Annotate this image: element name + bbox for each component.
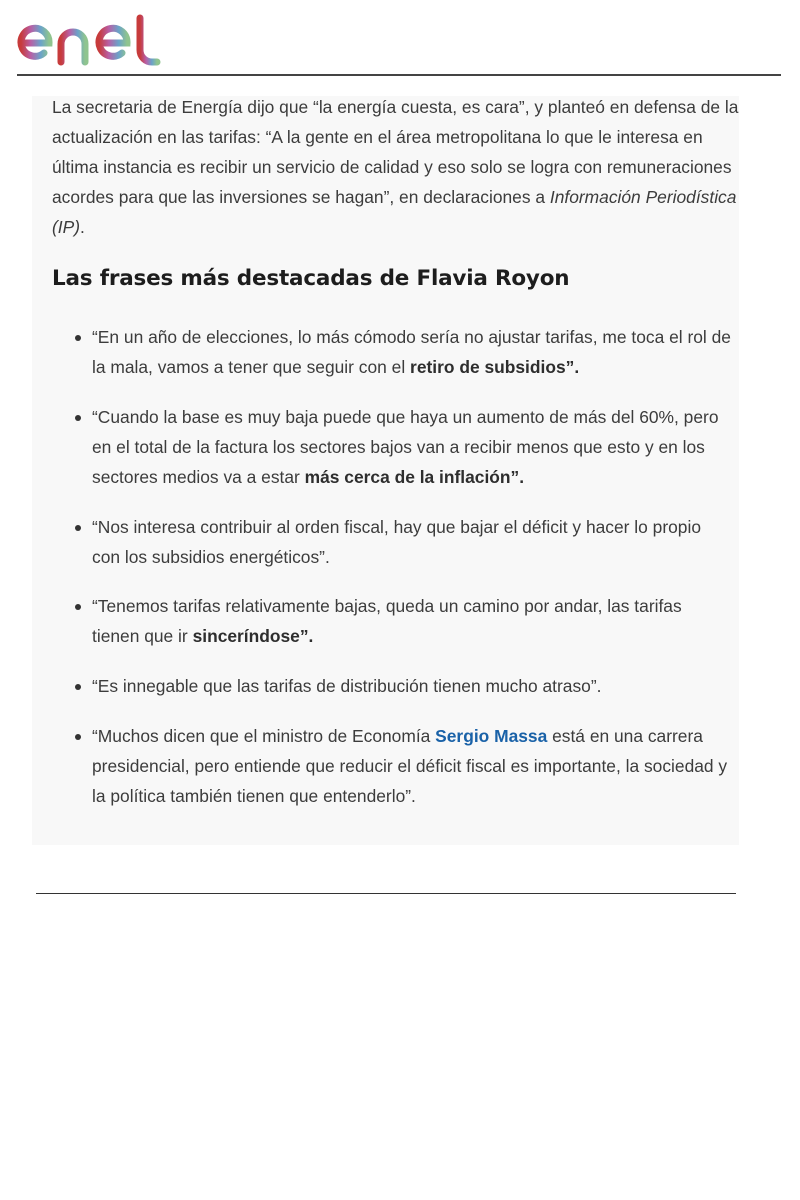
sergio-massa-link[interactable]: Sergio Massa: [435, 726, 548, 746]
quotes-list: [92, 322, 732, 811]
quote-item: [92, 322, 732, 382]
quote-text: “Es innegable que las tarifas de distribución tienen mucho atraso”.: [92, 676, 602, 696]
quote-bold-text: sinceríndose”.: [192, 626, 314, 646]
quote-bold-text: retiro de subsidios”.: [410, 357, 580, 377]
intro-paragraph: [52, 92, 742, 242]
quote-text: “Cuando la base es muy baja puede que haya un aumento de más del 60%, pero en el total de la factura los sectores bajos van a recibir menos que esto y en los sectores medios va a estar: [92, 407, 719, 487]
quote-bold-text: más cerca de la inflación”.: [304, 467, 525, 487]
quote-text: “Tenemos tarifas relativamente bajas, queda un camino por andar, las tarifas tienen que ir: [92, 596, 682, 646]
footer-divider: [36, 893, 736, 894]
quote-item: [92, 402, 732, 492]
section-title: Las frases más destacadas de Flavia Royon: [52, 266, 570, 291]
quote-text-end: está en una carrera presidencial, pero entiende que reducir el déficit fiscal es importante, la sociedad y la política también tienen que entenderlo”.: [92, 726, 728, 806]
quote-item: [92, 591, 732, 651]
quote-item: [92, 671, 732, 701]
quote-text: “Muchos dicen que el ministro de Economía: [92, 726, 436, 746]
intro-source: Información Periodística (IP): [52, 187, 737, 237]
quote-text: “En un año de elecciones, lo más cómodo sería no ajustar tarifas, me toca el rol de la mala, vamos a tener que seguir con el: [92, 327, 731, 377]
intro-end: .: [80, 217, 85, 237]
site-header: [0, 0, 800, 76]
intro-text: La secretaria de Energía dijo que “la energía cuesta, es cara”, y planteó en defensa de la actualización en las tarifas: “A la gente en el área metropolitana lo que le interesa en última instancia es recibir un servicio de calidad y eso solo se logra con remuneraciones acordes para que las inversiones se hagan”, en declaraciones a: [52, 97, 739, 207]
quote-item: [92, 512, 732, 572]
enel-logo[interactable]: [16, 14, 172, 66]
quote-item: [92, 721, 732, 811]
header-divider: [17, 74, 781, 76]
quote-text: “Nos interesa contribuir al orden fiscal, hay que bajar el déficit y hacer lo propio con los subsidios energéticos”.: [92, 517, 701, 567]
